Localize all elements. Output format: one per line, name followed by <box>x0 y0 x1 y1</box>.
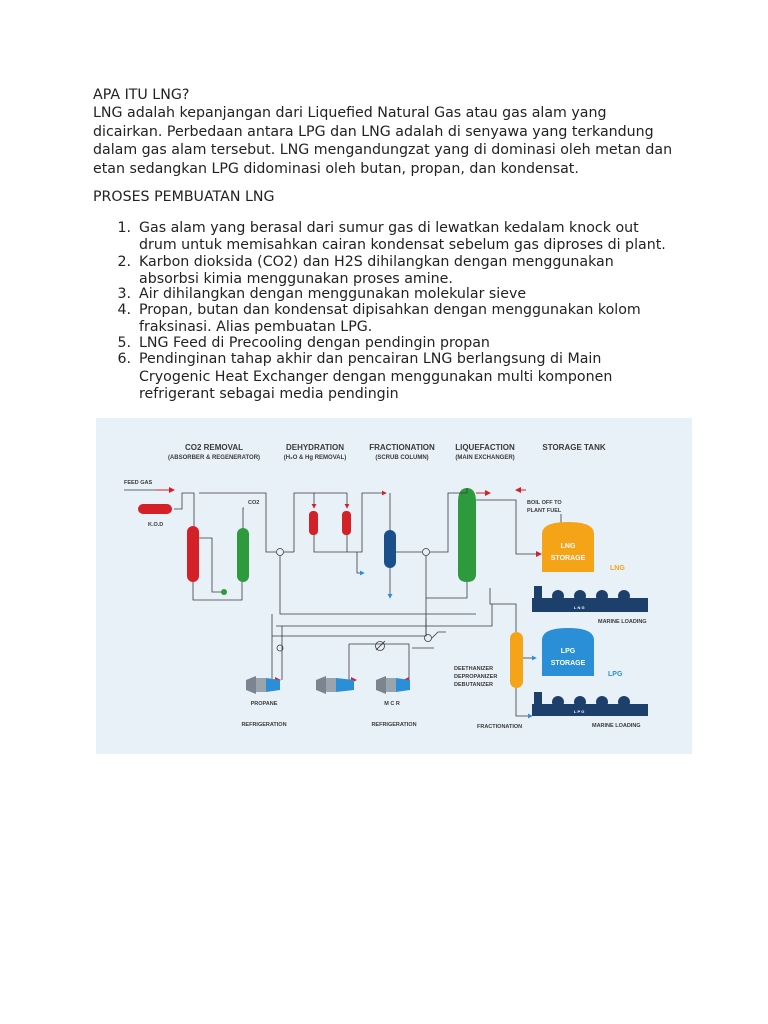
refrigeration-label-1: REFRIGERATION <box>241 722 287 728</box>
lng-storage-label-1: LNG <box>560 543 576 550</box>
lng-ship-tank <box>552 590 564 602</box>
step-number: 4. <box>117 302 131 318</box>
paragraph-line: etan sedangkan LPG didominasi oleh butan, propan, dan kondensat. <box>93 161 579 177</box>
step-text: Cryogenic Heat Exchanger dengan menggunakan multi komponen <box>139 369 613 385</box>
kod-vessel <box>138 504 172 514</box>
absorber-vessel <box>187 526 199 582</box>
header-co2-removal-sub: (ABSORBER & REGENERATOR) <box>167 455 261 461</box>
heading-proses-pembuatan: PROSES PEMBUATAN LNG <box>93 189 275 205</box>
main-cryogenic-exchanger <box>458 488 476 582</box>
lpg-ship-bridge <box>534 692 542 704</box>
deethanizer-label: DEETHANIZER <box>454 666 494 672</box>
header-dehydration: DEHYDRATION <box>285 443 345 452</box>
step-number: 5. <box>117 335 131 351</box>
lng-ship-text: L N G <box>574 605 585 610</box>
lpg-ship-tank <box>574 696 586 708</box>
step-text: absorbsi kimia menggunakan proses amine. <box>139 271 453 287</box>
lng-ship-body <box>532 598 648 612</box>
lng-ship-tank <box>596 590 608 602</box>
step-text: fraksinasi. Alias pembuatan LPG. <box>139 319 373 335</box>
process-flow-svg <box>96 418 692 754</box>
boil-off-label-2: PLANT FUEL <box>527 508 562 514</box>
header-dehydration-sub: (H₂O & Hg REMOVAL) <box>283 455 347 461</box>
lpg-ship-text: L P G <box>574 709 585 714</box>
lpg-ship-tank <box>596 696 608 708</box>
step-text: drum untuk memisahkan cairan kondensat sebelum gas diproses di plant. <box>139 237 666 253</box>
depropanizer-label: DEPROPANIZER <box>454 674 498 680</box>
lpg-storage-label-1: LPG <box>560 648 576 655</box>
marine-loading-label-1: MARINE LOADING <box>598 619 647 625</box>
lng-storage-label-2: STORAGE <box>550 555 586 562</box>
lpg-ship-tank <box>552 696 564 708</box>
marine-loading-label-2: MARINE LOADING <box>592 723 641 729</box>
lng-process-diagram <box>96 418 692 754</box>
paragraph-line: LNG adalah kepanjangan dari Liquefied Natural Gas atau gas alam yang <box>93 105 607 121</box>
paragraph-line: dalam gas alam tersebut. LNG mengandungzat yang di dominasi oleh metan dan <box>93 142 673 158</box>
lpg-storage-label-2: STORAGE <box>550 660 586 667</box>
propane-label: PROPANE <box>250 701 278 707</box>
lng-ship-tank <box>618 590 630 602</box>
step-number: 3. <box>117 286 131 302</box>
lng-ship-bridge <box>534 586 542 598</box>
mcr-label: M C R <box>384 701 400 707</box>
kod-label: K.O.D <box>148 522 164 528</box>
feed-gas-label: FEED GAS <box>124 480 153 486</box>
step-number: 1. <box>117 220 131 236</box>
header-liquefaction: LIQUEFACTION <box>455 443 515 452</box>
step-text: Propan, butan dan kondensat dipisahkan dengan menggunakan kolom <box>139 302 641 318</box>
step-text: Pendinginan tahap akhir dan pencairan LNG berlangsung di Main <box>139 351 602 367</box>
refrigeration-label-2: REFRIGERATION <box>371 722 417 728</box>
step-text: Gas alam yang berasal dari sumur gas di lewatkan kedalam knock out <box>139 220 639 236</box>
dehydrator-1 <box>309 511 318 535</box>
step-text: refrigerant sebagai media pendingin <box>139 386 399 402</box>
step-text: Karbon dioksida (CO2) dan H2S dihilangkan dengan menggunakan <box>139 254 614 270</box>
lpg-ship-tank <box>618 696 630 708</box>
scrub-column <box>384 530 396 568</box>
regenerator-vessel <box>237 528 249 582</box>
step-number: 6. <box>117 351 131 367</box>
lng-label: LNG <box>610 565 625 572</box>
dehydrator-2 <box>342 511 351 535</box>
header-storage-tank: STORAGE TANK <box>542 443 606 452</box>
paragraph-line: dicairkan. Perbedaan antara LPG dan LNG adalah di senyawa yang terkandung <box>93 124 654 140</box>
header-fractionation: FRACTIONATION <box>369 443 435 452</box>
header-liquefaction-sub: (MAIN EXCHANGER) <box>455 455 515 461</box>
fractionation-column <box>510 632 523 688</box>
header-fractionation-sub: (SCRUB COLUMN) <box>375 455 429 461</box>
fractionation-bottom-label: FRACTIONATION <box>477 724 523 730</box>
lpg-ship-body <box>532 704 648 716</box>
step-number: 2. <box>117 254 131 270</box>
header-co2-removal: CO2 REMOVAL <box>184 443 244 452</box>
lpg-label: LPG <box>608 671 623 678</box>
step-text: Air dihilangkan dengan menggunakan molekular sieve <box>139 286 527 302</box>
step-text: LNG Feed di Precooling dengan pendingin propan <box>139 335 490 351</box>
boil-off-label-1: BOIL OFF TO <box>527 500 562 506</box>
co2-label: CO2 <box>248 500 260 506</box>
co2-pump <box>221 589 227 595</box>
heading-apa-itu-lng: APA ITU LNG? <box>93 87 190 103</box>
lng-ship-tank <box>574 590 586 602</box>
debutanizer-label: DEBUTANIZER <box>454 682 494 688</box>
